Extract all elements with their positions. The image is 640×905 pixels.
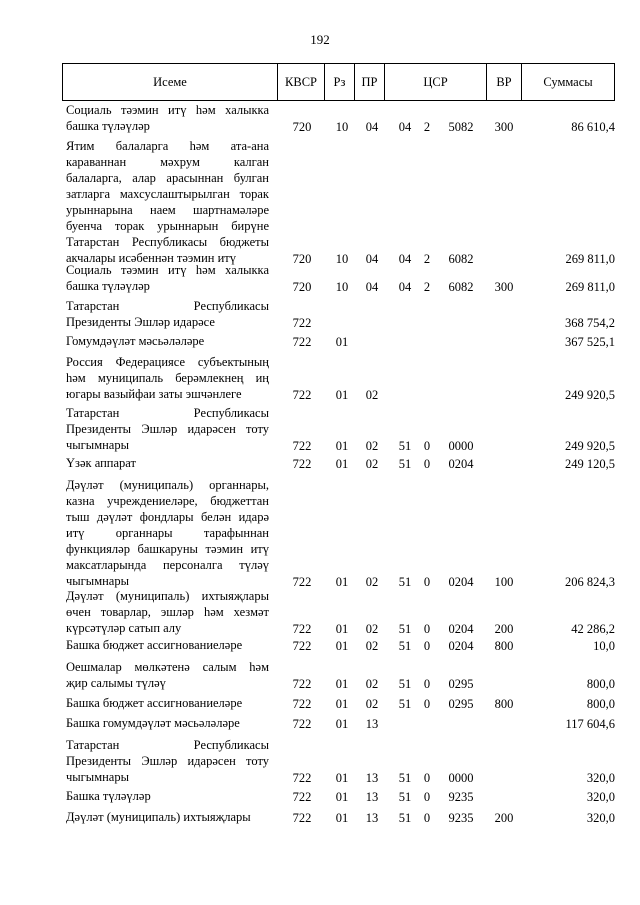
row-pr: 13 [365, 790, 379, 804]
row-rz: 01 [335, 790, 349, 804]
row-name-line: урыннарына наем шартнамәләре [66, 203, 269, 217]
row-name [66, 715, 269, 731]
row-name-line: Социаль тәэмин итү һәм халыкка [66, 263, 269, 277]
header-pr: ПР [355, 64, 385, 100]
row-vr: 800 [494, 697, 514, 711]
row-pr: 02 [365, 622, 379, 636]
row-c3: 0204 [448, 457, 474, 471]
row-rz: 01 [335, 811, 349, 825]
row-c3: 9235 [448, 790, 474, 804]
row-c2: 0 [423, 811, 431, 825]
row-c1: 51 [398, 771, 412, 785]
row-name-line: чыгымнары [66, 438, 130, 452]
row-name-line: Татарстан Республикасы [66, 738, 269, 752]
header-name: Исеме [63, 64, 278, 100]
row-pr: 02 [365, 697, 379, 711]
row-name-line: Татарстан Республикасы [66, 299, 269, 313]
row-sum: 86 610,4 [571, 120, 615, 134]
row-name [66, 405, 269, 453]
header-rz: Рз [325, 64, 355, 100]
row-sum: 10,0 [593, 639, 615, 653]
row-name-line: Социаль тәэмин итү һәм халыкка [66, 103, 269, 117]
row-vr: 200 [494, 622, 514, 636]
row-kvsr: 722 [292, 335, 312, 349]
row-name-line: Башка бюджет ассигнованиеләре [66, 638, 243, 652]
row-vr: 800 [494, 639, 514, 653]
row-rz: 01 [335, 575, 349, 589]
header-kvsr: КВСР [278, 64, 325, 100]
row-sum: 320,0 [586, 790, 615, 804]
row-kvsr: 722 [292, 457, 312, 471]
page-number: 192 [310, 32, 330, 47]
row-name-line: Дәүләт (муниципаль) органнары, [66, 478, 269, 492]
row-c2: 0 [423, 639, 431, 653]
row-c1: 04 [398, 280, 412, 294]
row-name [66, 477, 269, 589]
row-name-line: Гомумдәүләт мәсьәләләре [66, 334, 205, 348]
row-name-line: югары вазыйфаи заты эшчәнлеге [66, 387, 242, 401]
row-c1: 51 [398, 697, 412, 711]
row-c2: 0 [423, 622, 431, 636]
row-sum: 800,0 [586, 677, 615, 691]
row-pr: 13 [365, 717, 379, 731]
row-name [66, 637, 269, 653]
row-name-line: функцияләр башкаруны тәэмин итү [66, 542, 269, 556]
row-name-line: итү органнары тарафыннан [66, 526, 269, 540]
row-c2: 2 [423, 280, 431, 294]
row-rz: 01 [335, 622, 349, 636]
row-pr: 04 [365, 120, 379, 134]
row-kvsr: 720 [292, 252, 312, 266]
row-vr: 100 [494, 575, 514, 589]
row-name [66, 737, 269, 785]
row-pr: 02 [365, 388, 379, 402]
row-rz: 01 [335, 717, 349, 731]
row-c3: 6082 [448, 280, 474, 294]
row-sum: 206 824,3 [565, 575, 615, 589]
row-c1: 51 [398, 439, 412, 453]
row-rz: 10 [335, 280, 349, 294]
row-c1: 04 [398, 120, 412, 134]
header-csr: ЦСР [385, 64, 487, 100]
row-sum: 320,0 [586, 771, 615, 785]
row-name-line: Татарстан Республикасы бюджеты [66, 235, 269, 249]
row-name-line: Башка гомумдәүләт мәсьәләләре [66, 716, 240, 730]
row-name-line: башка түләүләр [66, 119, 150, 133]
row-name-line: Оешмалар мөлкәтенә салым һәм [66, 660, 269, 674]
row-name-line: Дәүләт (муниципаль) ихтыяҗлары [66, 589, 269, 603]
row-c2: 2 [423, 252, 431, 266]
row-c3: 6082 [448, 252, 474, 266]
row-rz: 01 [335, 457, 349, 471]
row-kvsr: 722 [292, 439, 312, 453]
row-kvsr: 720 [292, 120, 312, 134]
row-sum: 269 811,0 [565, 280, 615, 294]
table-header [62, 63, 615, 101]
row-kvsr: 722 [292, 622, 312, 636]
row-name-line: караваннан мәхрум калган [66, 155, 269, 169]
row-c1: 04 [398, 252, 412, 266]
row-c2: 0 [423, 439, 431, 453]
row-sum: 368 754,2 [565, 316, 615, 330]
row-pr: 04 [365, 252, 379, 266]
row-kvsr: 722 [292, 388, 312, 402]
row-name-line: Башка түләүләр [66, 789, 151, 803]
row-name-line: максатларында персоналга түләү [66, 558, 269, 572]
row-c1: 51 [398, 811, 412, 825]
row-name-line: чыгымнары [66, 574, 130, 588]
row-c1: 51 [398, 457, 412, 471]
row-rz: 01 [335, 771, 349, 785]
row-name-line: балаларга, алар арасыннан булган [66, 171, 269, 185]
row-c2: 0 [423, 790, 431, 804]
row-name-line: буенча торак урыннарын бирүне [66, 219, 269, 233]
row-c3: 0204 [448, 622, 474, 636]
row-kvsr: 722 [292, 811, 312, 825]
row-kvsr: 722 [292, 771, 312, 785]
row-c3: 0000 [448, 439, 474, 453]
row-sum: 269 811,0 [565, 252, 615, 266]
row-name-line: чыгымнары [66, 770, 130, 784]
row-vr: 300 [494, 280, 514, 294]
row-c3: 0000 [448, 771, 474, 785]
row-name-line: Президенты Эшләр идарәсе [66, 315, 215, 329]
row-name [66, 262, 269, 294]
row-sum: 117 604,6 [565, 717, 615, 731]
row-kvsr: 722 [292, 677, 312, 691]
row-name-line: җир салымы түләү [66, 676, 166, 690]
row-sum: 800,0 [586, 697, 615, 711]
row-name-line: Россия Федерациясе субъектының [66, 355, 269, 369]
row-kvsr: 722 [292, 790, 312, 804]
row-kvsr: 722 [292, 575, 312, 589]
row-c2: 0 [423, 575, 431, 589]
row-pr: 02 [365, 639, 379, 653]
row-c3: 0204 [448, 639, 474, 653]
row-rz: 10 [335, 120, 349, 134]
row-name [66, 695, 269, 711]
row-rz: 01 [335, 388, 349, 402]
row-kvsr: 720 [292, 280, 312, 294]
row-pr: 13 [365, 771, 379, 785]
row-pr: 02 [365, 575, 379, 589]
row-c3: 5082 [448, 120, 474, 134]
row-name-line: Башка бюджет ассигнованиеләре [66, 696, 243, 710]
row-rz: 01 [335, 439, 349, 453]
row-rz: 01 [335, 697, 349, 711]
row-name [66, 455, 269, 471]
row-name [66, 788, 269, 804]
row-c2: 0 [423, 771, 431, 785]
row-kvsr: 722 [292, 639, 312, 653]
row-c3: 0295 [448, 697, 474, 711]
row-c1: 51 [398, 622, 412, 636]
row-c2: 0 [423, 697, 431, 711]
row-name [66, 138, 269, 266]
row-name-line: Үзәк аппарат [66, 456, 136, 470]
row-name [66, 588, 269, 636]
row-rz: 10 [335, 252, 349, 266]
row-c3: 0204 [448, 575, 474, 589]
row-name [66, 333, 269, 349]
row-c2: 0 [423, 677, 431, 691]
row-sum: 367 525,1 [565, 335, 615, 349]
row-vr: 200 [494, 811, 514, 825]
row-name [66, 298, 269, 330]
header-vr: ВР [487, 64, 522, 100]
row-rz: 01 [335, 639, 349, 653]
row-name [66, 659, 269, 691]
row-name-line: һәм муниципаль берәмлекнең иң [66, 371, 269, 385]
row-c1: 51 [398, 790, 412, 804]
row-c3: 9235 [448, 811, 474, 825]
row-name [66, 354, 269, 402]
row-kvsr: 722 [292, 697, 312, 711]
row-name-line: күрсәтүләр сатып алу [66, 621, 182, 635]
row-sum: 249 920,5 [565, 439, 615, 453]
row-pr: 02 [365, 439, 379, 453]
row-pr: 02 [365, 677, 379, 691]
row-vr: 300 [494, 120, 514, 134]
row-name-line: Татарстан Республикасы [66, 406, 269, 420]
row-c1: 51 [398, 639, 412, 653]
row-name-line: башка түләүләр [66, 279, 150, 293]
row-name-line: затларга махсуслаштырылган торак [66, 187, 269, 201]
row-pr: 13 [365, 811, 379, 825]
row-name-line: өчен товарлар, эшләр һәм хезмәт [66, 605, 269, 619]
row-name-line: Президенты Эшләр идарәсен тоту [66, 754, 269, 768]
row-rz: 01 [335, 677, 349, 691]
row-c1: 51 [398, 575, 412, 589]
row-name [66, 102, 269, 134]
row-c2: 0 [423, 457, 431, 471]
row-name-line: казна учреждениеләре, бюджеттан [66, 494, 269, 508]
row-name-line: Президенты Эшләр идарәсен тоту [66, 422, 269, 436]
row-sum: 42 286,2 [571, 622, 615, 636]
row-sum: 249 120,5 [565, 457, 615, 471]
row-name-line: Ятим балаларга һәм ата-ана [66, 139, 269, 153]
row-name-line: тыш дәүләт фондлары белән идарә [66, 510, 269, 524]
row-name-line: акчалары исәбеннән тәэмин итү [66, 251, 236, 265]
row-c1: 51 [398, 677, 412, 691]
row-pr: 02 [365, 457, 379, 471]
row-sum: 320,0 [586, 811, 615, 825]
row-c3: 0295 [448, 677, 474, 691]
row-pr: 04 [365, 280, 379, 294]
row-name [66, 809, 269, 825]
row-name-line: Дәүләт (муниципаль) ихтыяҗлары [66, 810, 251, 824]
header-sum: Суммасы [543, 75, 593, 89]
row-rz: 01 [335, 335, 349, 349]
row-kvsr: 722 [292, 717, 312, 731]
row-c2: 2 [423, 120, 431, 134]
row-kvsr: 722 [292, 316, 312, 330]
row-sum: 249 920,5 [565, 388, 615, 402]
